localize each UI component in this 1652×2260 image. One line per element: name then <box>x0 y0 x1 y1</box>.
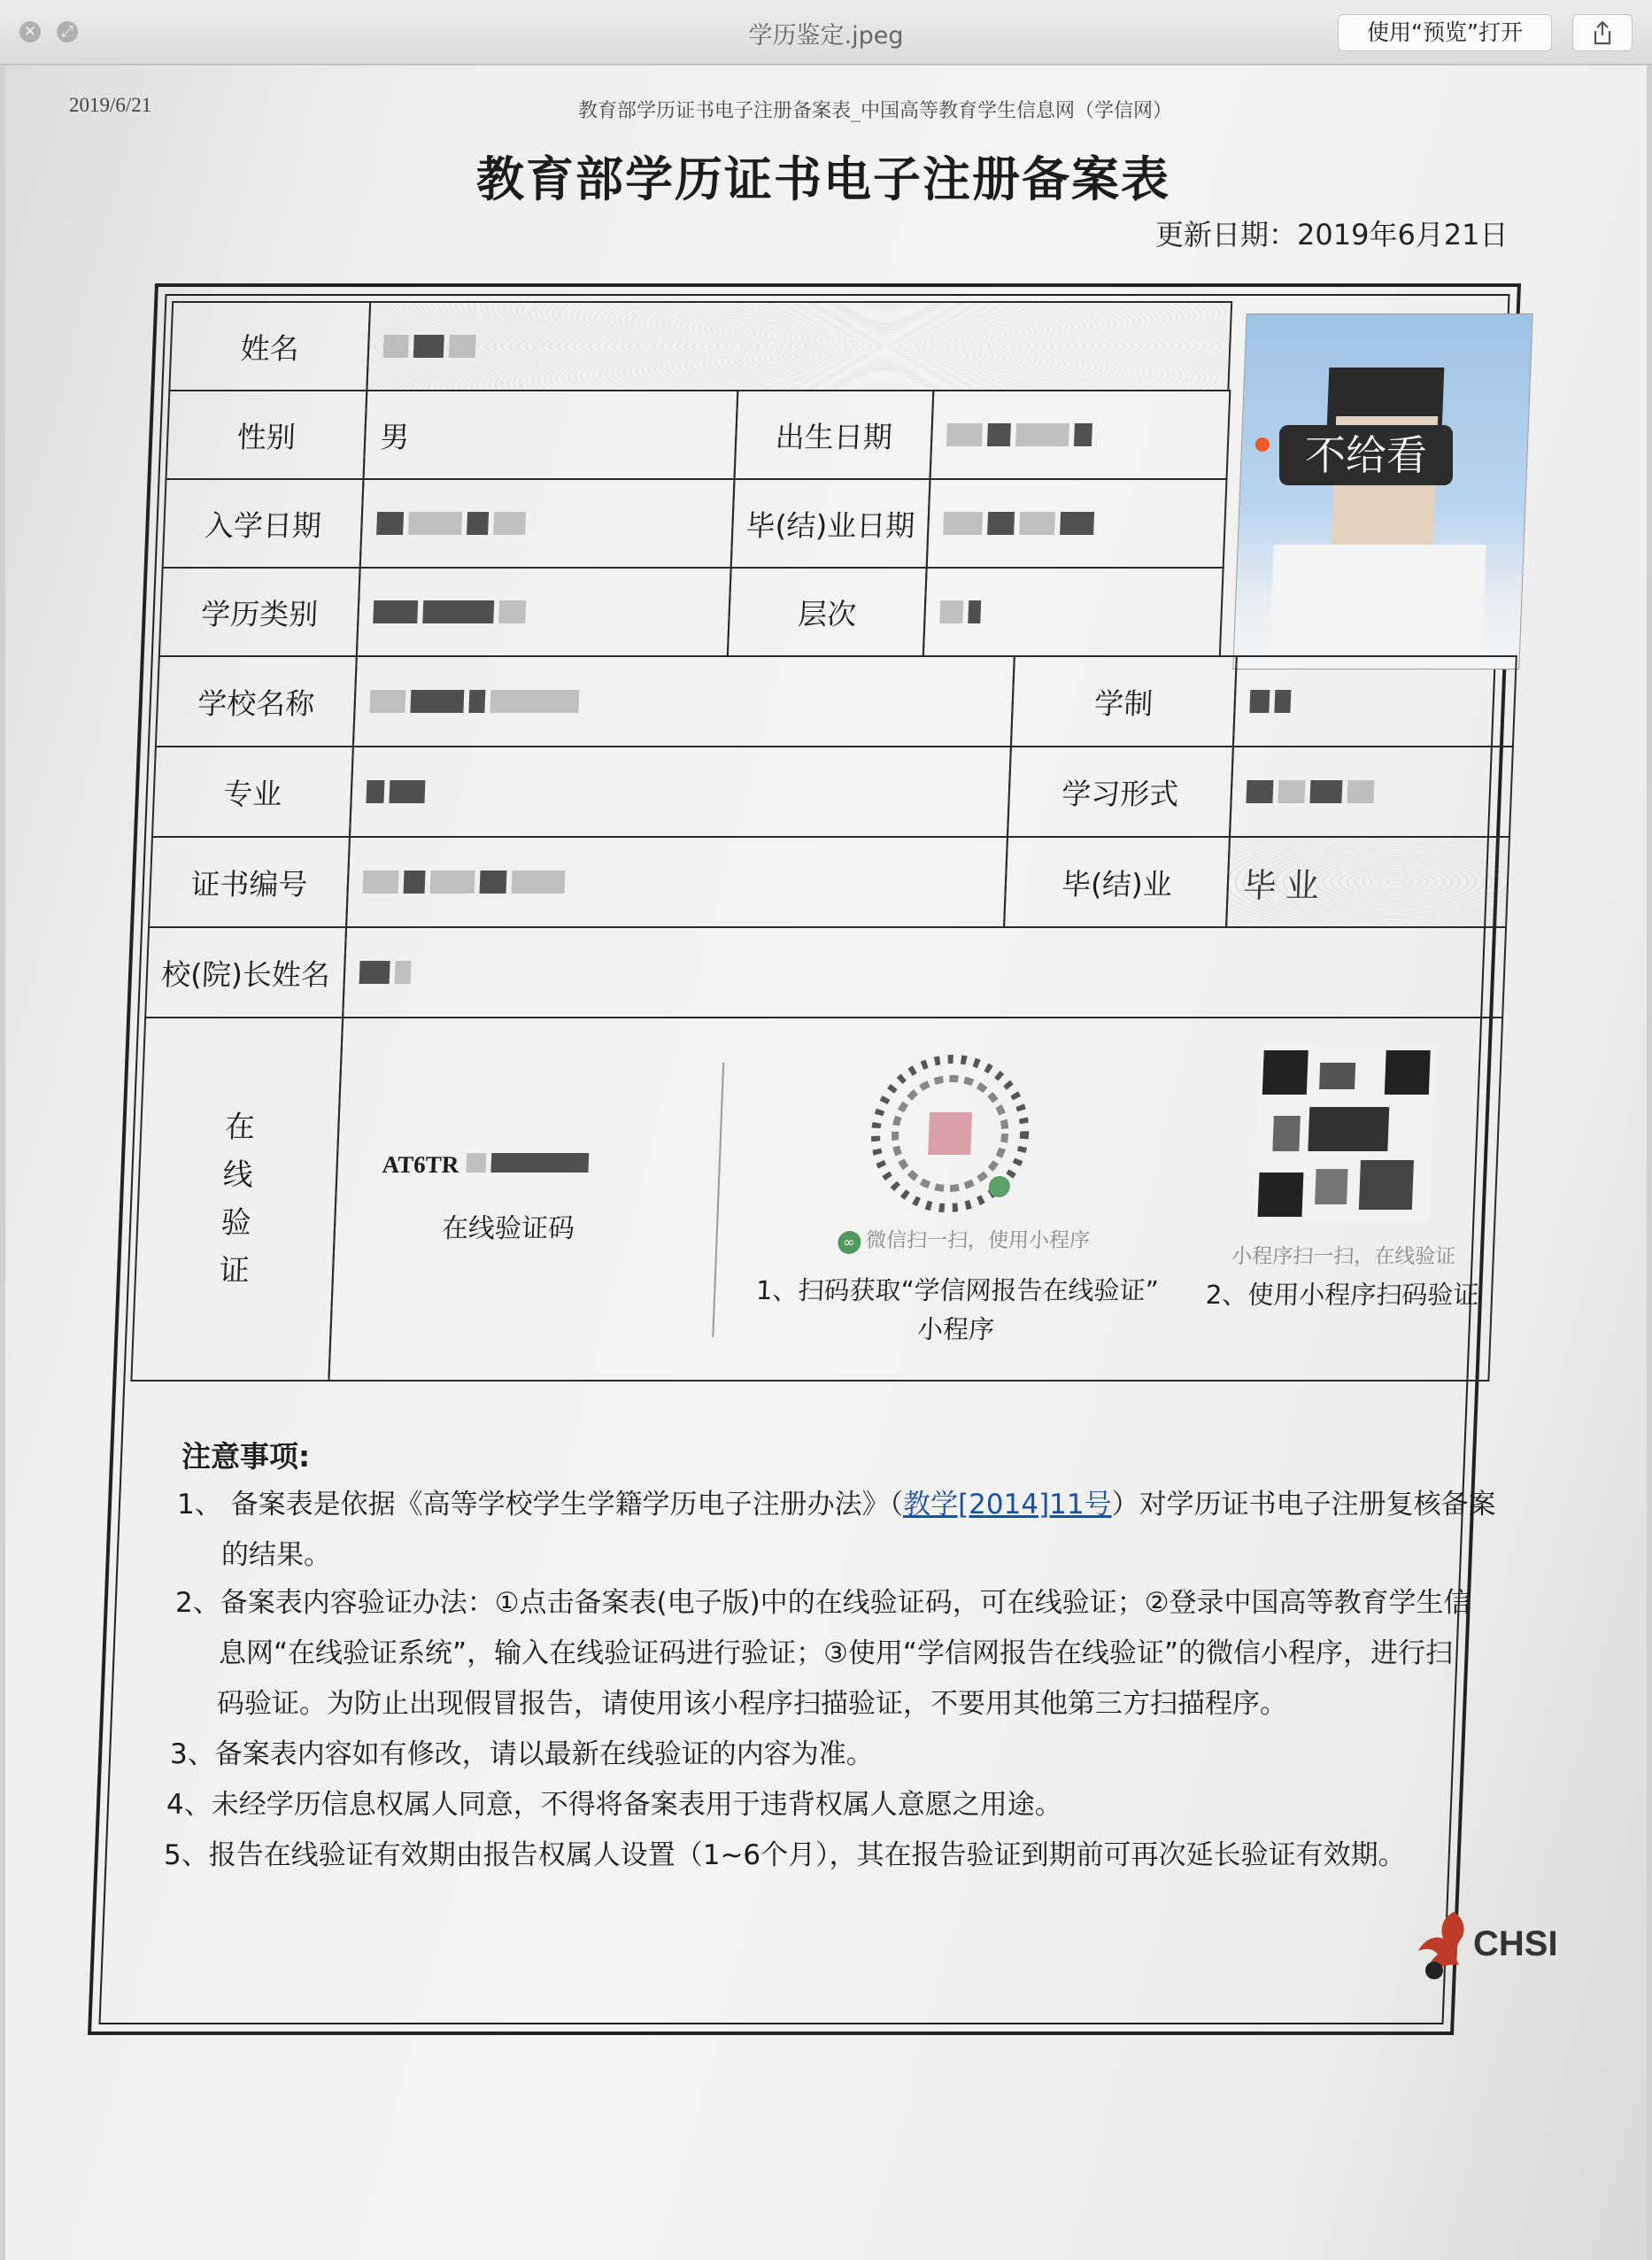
verify-qr-code[interactable] <box>1252 1045 1436 1222</box>
step-1-line-1: 1、扫码获取“学信网报告在线验证” <box>755 1275 1160 1305</box>
note-item-1-cont: 的结果。 <box>221 1539 331 1571</box>
education-type-label: 学历类别 <box>158 567 361 657</box>
verify-char-3: 验 <box>220 1205 252 1241</box>
level-label: 层次 <box>727 567 928 657</box>
level-value <box>922 567 1224 657</box>
open-with-preview-button[interactable]: 使用“预览”打开 <box>1338 14 1552 51</box>
certificate-number-label: 证书编号 <box>148 836 351 928</box>
major-label: 专业 <box>151 746 354 838</box>
share-button[interactable] <box>1572 14 1633 51</box>
step-1-line-2: 小程序 <box>916 1314 995 1344</box>
school-name-label: 学校名称 <box>155 655 358 747</box>
online-verify-label <box>130 1017 344 1382</box>
graduation-value: 毕业 <box>1225 836 1510 928</box>
school-name-value <box>352 655 1015 747</box>
verify-char-2: 线 <box>222 1157 254 1193</box>
note-item-1 <box>177 1480 1496 1530</box>
enroll-date-label: 入学日期 <box>162 478 365 569</box>
president-name-value <box>342 926 1507 1018</box>
verify-code-caption: 在线验证码 <box>441 1213 575 1244</box>
page-title: 教育部学历证书电子注册备案表 <box>476 151 1170 207</box>
graduate-date-value <box>926 478 1228 569</box>
verify-panel <box>328 1017 1503 1382</box>
note-item-3: 3、备案表内容如有修改，请以最新在线验证的内容为准。 <box>170 1738 874 1770</box>
gender-label: 性别 <box>165 390 367 480</box>
wechat-scan-hint <box>830 1224 1097 1254</box>
wechat-miniprogram-code[interactable] <box>858 1045 1042 1222</box>
chsi-logo <box>1408 1908 1558 1979</box>
verify-code-prefix: AT6TR <box>382 1151 459 1178</box>
verify-divider <box>712 1063 724 1337</box>
graduation-label: 毕(结)业 <box>1003 836 1231 928</box>
annotation-dot-icon <box>1255 437 1270 452</box>
chsi-bird-icon <box>1408 1908 1470 1979</box>
chsi-logo-text: CHSI <box>1473 1923 1558 1963</box>
verify-char-1: 在 <box>224 1110 256 1145</box>
president-name-label: 校(院)长姓名 <box>144 926 347 1018</box>
note-item-5: 5、报告在线验证有效期由报告权属人设置（1~6个月），其在报告验证到期前可再次延长验证有效期。 <box>164 1839 1406 1871</box>
notes-section <box>181 1431 310 1482</box>
student-photo <box>1232 313 1532 669</box>
education-type-value <box>356 567 732 657</box>
certificate-number-value <box>345 836 1008 928</box>
step-2-text: 2、使用小程序扫码验证 <box>1205 1280 1480 1310</box>
update-date: 更新日期：2019年6月21日 <box>1155 218 1509 252</box>
close-icon[interactable]: ✕ <box>19 21 41 43</box>
step-1-text <box>747 1271 1166 1349</box>
site-header: 教育部学历证书电子注册备案表_中国高等教育学生信息网（学信网） <box>578 100 1173 122</box>
share-icon <box>1592 20 1613 45</box>
duration-value <box>1232 655 1517 747</box>
wechat-icon: ∞ <box>837 1231 861 1254</box>
study-form-label: 学习形式 <box>1007 746 1234 838</box>
note-item-4: 4、未经学历信息权属人同意，不得将备案表用于违背权属人意愿之用途。 <box>166 1789 1062 1821</box>
notes-heading: 注意事项: <box>181 1439 311 1474</box>
note-item-2a: 2、备案表内容验证办法：①点击备案表(电子版)中的在线验证码，可在线验证；②登录中国高等教育学生信 <box>175 1587 1471 1619</box>
duration-label: 学制 <box>1010 655 1238 747</box>
name-value <box>366 301 1232 391</box>
gender-value: 男 <box>362 390 738 480</box>
birth-value <box>929 390 1231 480</box>
study-form-value <box>1229 746 1514 838</box>
name-label: 姓名 <box>168 301 371 391</box>
note-item-2b: 息网“在线验证系统”，输入在线验证码进行验证；③使用“学信网报告在线验证”的微信小程序，进行扫 <box>219 1637 1454 1669</box>
enroll-date-value <box>359 478 736 569</box>
graduate-date-label: 毕(结)业日期 <box>730 478 931 569</box>
major-value <box>349 746 1012 838</box>
note-item-2c: 码验证。为防止出现假冒报告，请使用该小程序扫描验证，不要用其他第三方扫描程序。 <box>217 1688 1287 1720</box>
miniapp-scan-hint: 小程序扫一扫，在线验证 <box>1231 1245 1456 1268</box>
wechat-scan-hint-text: 微信扫一扫，使用小程序 <box>865 1229 1091 1252</box>
fullscreen-icon[interactable]: ⤢ <box>57 21 78 43</box>
note-1-text-b: ）对学历证书电子注册复核备案 <box>1111 1489 1496 1521</box>
verify-char-4: 证 <box>218 1253 251 1289</box>
regulation-link[interactable]: 教学[2014]11号 <box>903 1489 1112 1521</box>
window-title: 学历鉴定.jpeg <box>748 22 904 50</box>
print-date: 2019/6/21 <box>69 94 152 116</box>
window-titlebar <box>0 0 1652 65</box>
note-1-text-a: 1、 备案表是依据《高等学校学生学籍学历电子注册办法》（ <box>177 1489 904 1521</box>
birth-label: 出生日期 <box>733 390 934 480</box>
verify-code[interactable] <box>382 1151 594 1179</box>
photo-hidden-annotation: 不给看 <box>1279 425 1453 485</box>
